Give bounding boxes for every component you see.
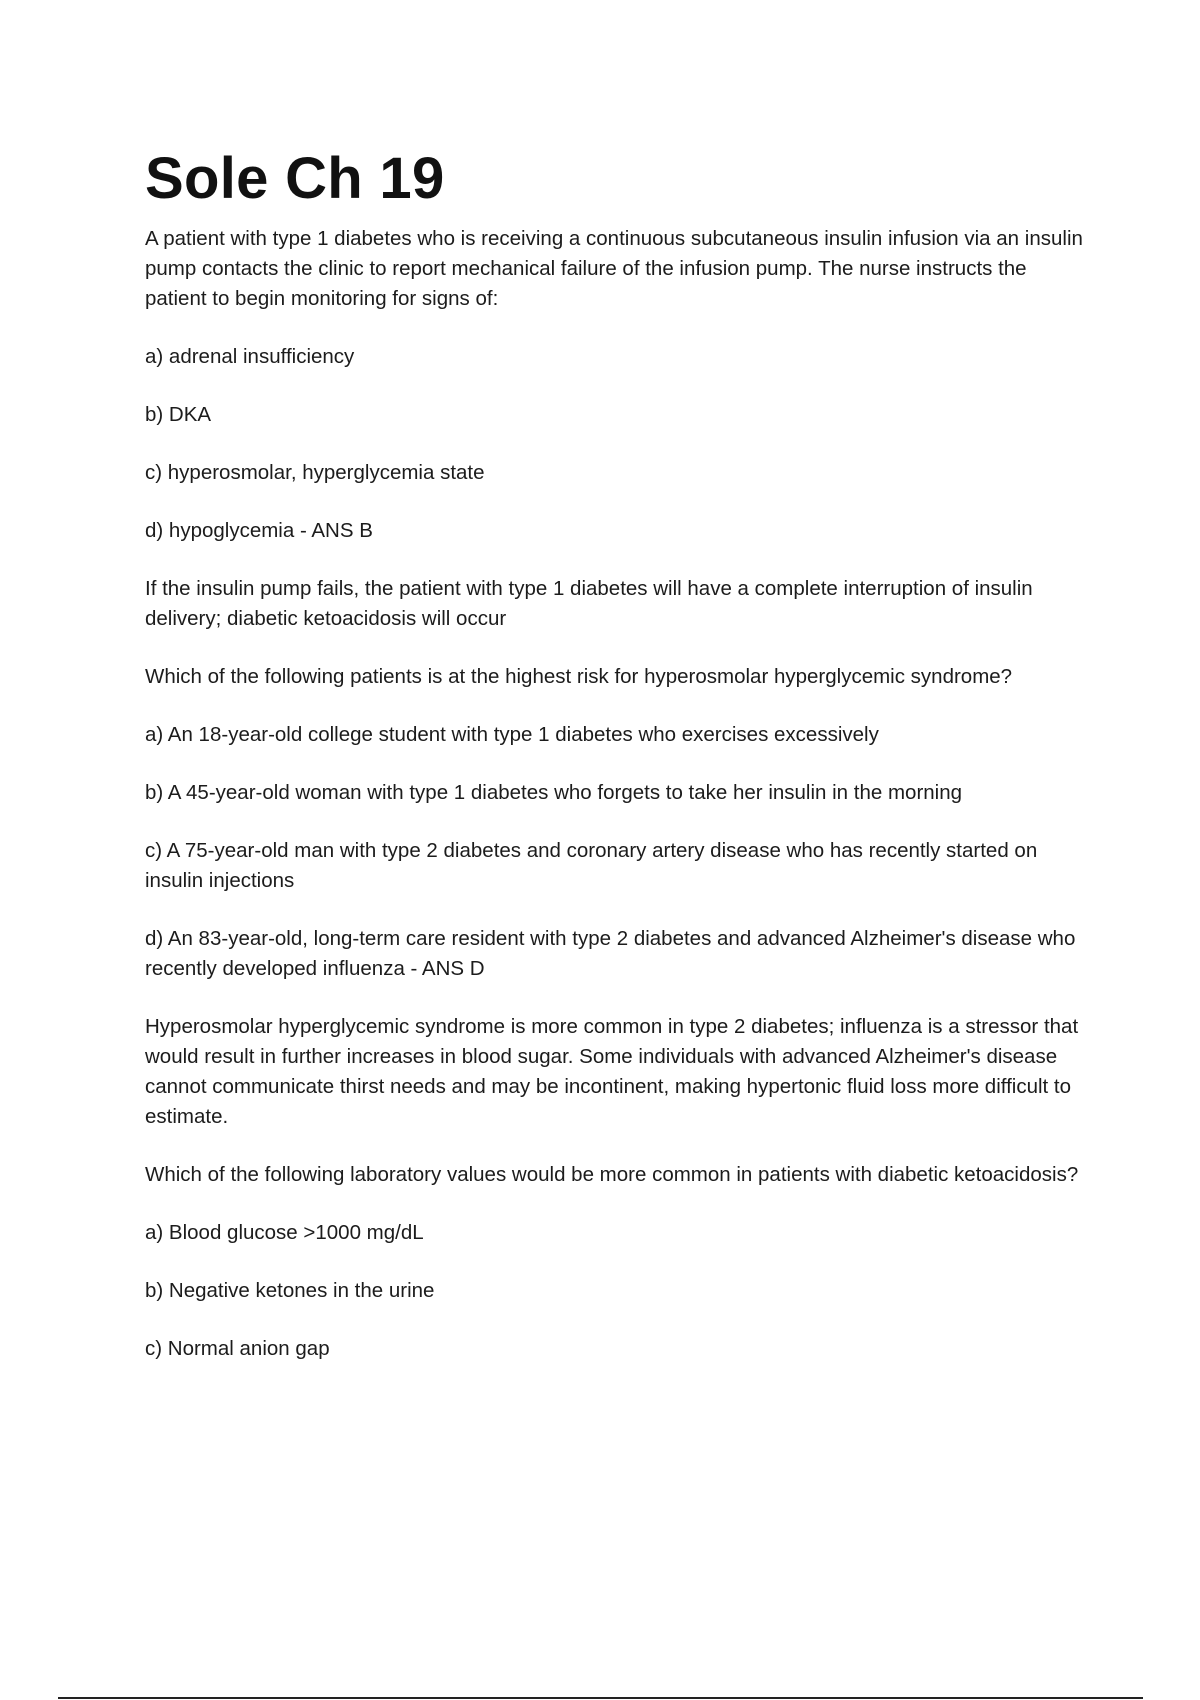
- question-3-option-a: a) Blood glucose >1000 mg/dL: [145, 1221, 424, 1244]
- question-2-option-a: a) An 18-year-old college student with type 1 diabetes who exercises excessively: [145, 723, 879, 746]
- document-title: Sole Ch 19: [145, 146, 445, 211]
- document-page: [145, 146, 1085, 1392]
- question-1-option-a: a) adrenal insufficiency: [145, 345, 355, 368]
- question-1-stem: A patient with type 1 diabetes who is receiving a continuous subcutaneous insulin infusion via an insulin pump contacts the clinic to report mechanical failure of the infusion pump. The nurse instructs the patient to begin monitoring for signs of:: [145, 227, 1083, 310]
- question-1-option-c: c) hyperosmolar, hyperglycemia state: [145, 461, 485, 484]
- footer-divider: [58, 1697, 1143, 1699]
- question-2-stem: Which of the following patients is at the highest risk for hyperosmolar hyperglycemic syndrome?: [145, 665, 1013, 688]
- question-2-option-b: b) A 45-year-old woman with type 1 diabetes who forgets to take her insulin in the morning: [145, 781, 963, 804]
- question-1-option-b: b) DKA: [145, 403, 212, 426]
- question-1-option-d: d) hypoglycemia - ANS B: [145, 519, 373, 542]
- question-3-stem: Which of the following laboratory values would be more common in patients with diabetic ketoacidosis?: [145, 1163, 1079, 1186]
- question-3-option-c: c) Normal anion gap: [145, 1337, 330, 1360]
- question-2-rationale: Hyperosmolar hyperglycemic syndrome is more common in type 2 diabetes; influenza is a stressor that would result in further increases in blood sugar. Some individuals with advanced Alzheimer's disease cannot communicate thirst needs and may be incontinent, making hypertonic fluid loss more difficult to estimate.: [145, 1015, 1079, 1128]
- question-2-option-d: d) An 83-year-old, long-term care resident with type 2 diabetes and advanced Alzheimer's disease who recently developed influenza - ANS D: [145, 927, 1076, 980]
- question-1-rationale: If the insulin pump fails, the patient with type 1 diabetes will have a complete interruption of insulin delivery; diabetic ketoacidosis will occur: [145, 577, 1033, 630]
- question-3-option-b: b) Negative ketones in the urine: [145, 1279, 435, 1302]
- question-2-option-c: c) A 75-year-old man with type 2 diabetes and coronary artery disease who has recently started on insulin injections: [145, 839, 1038, 892]
